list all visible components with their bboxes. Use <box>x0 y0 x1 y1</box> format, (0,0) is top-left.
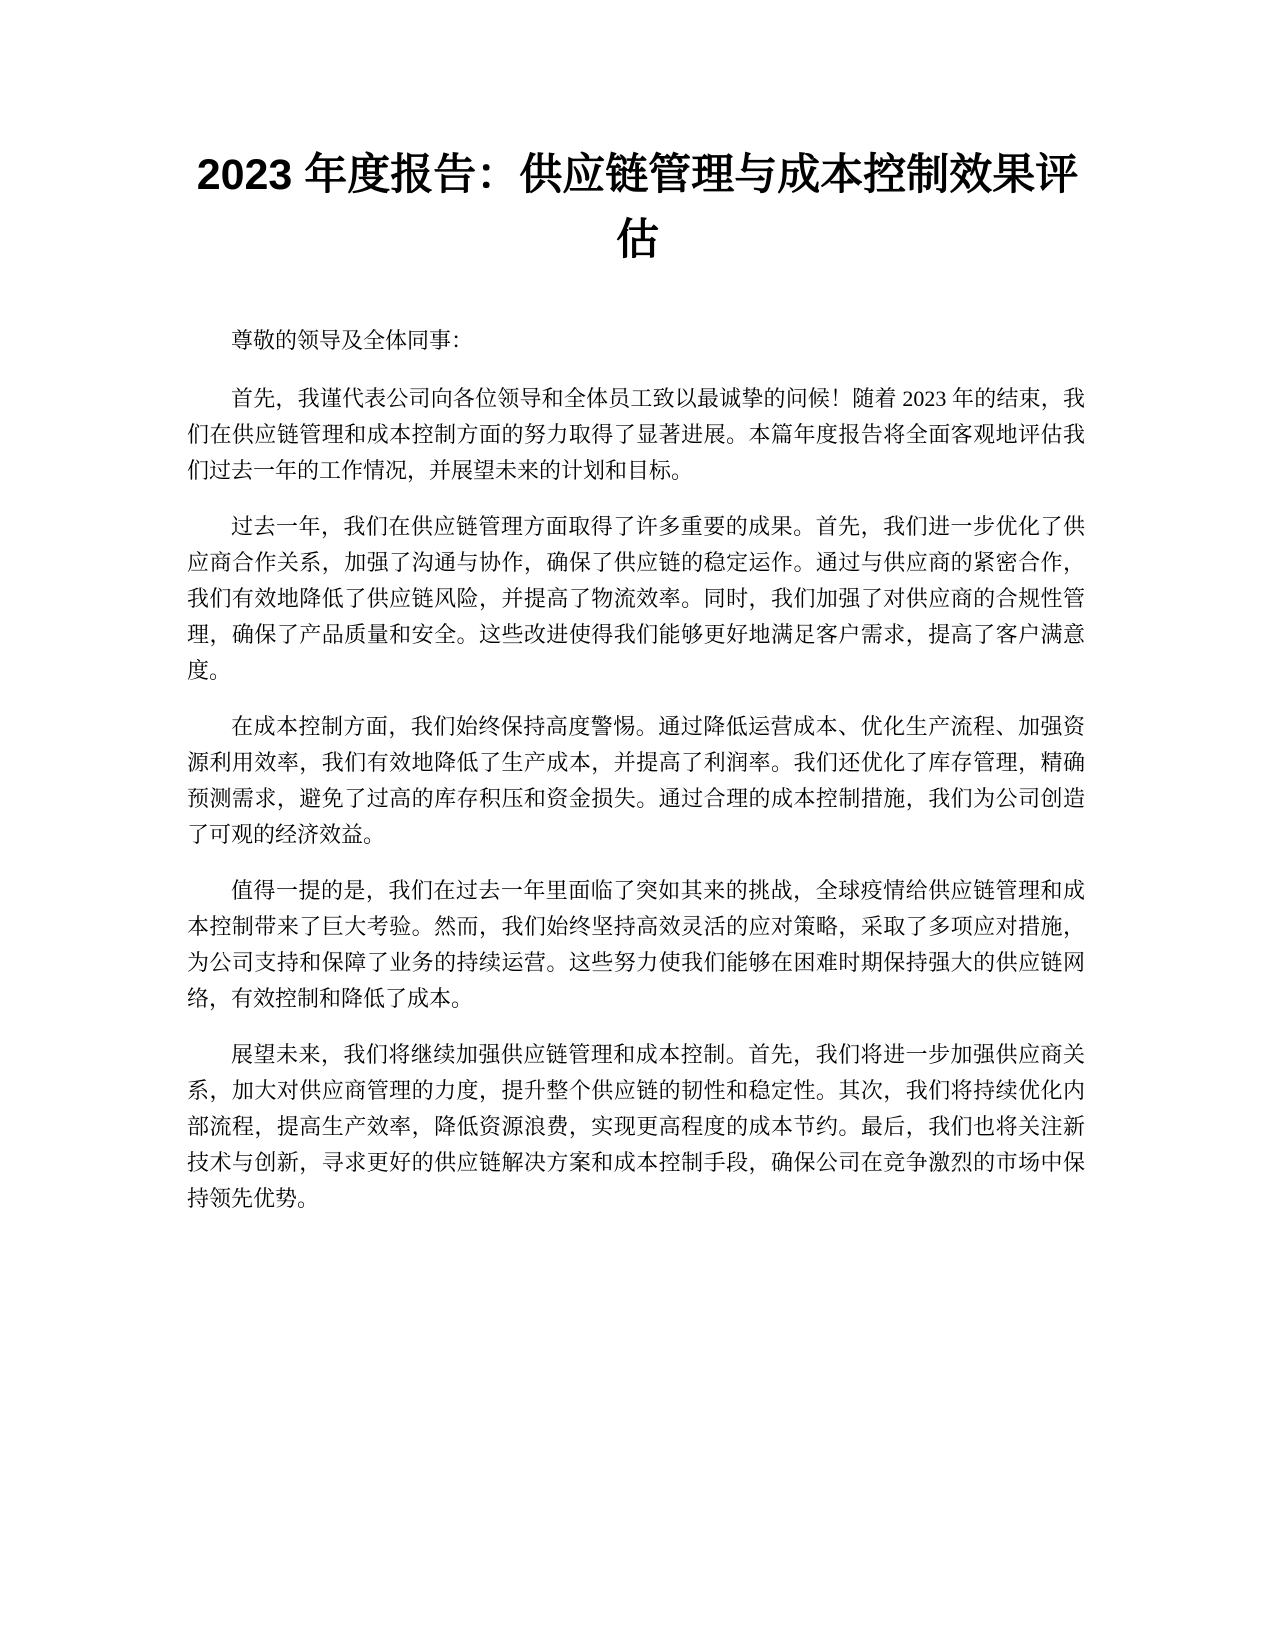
document-body <box>187 323 1085 1237</box>
paragraph-challenges: 值得一提的是，我们在过去一年里面临了突如其来的挑战，全球疫情给供应链管理和成本控制带来了巨大考验。然而，我们始终坚持高效灵活的应对策略，采取了多项应对措施，为公司支持和保障了业务的持续运营。这些努力使我们能够在困难时期保持强大的供应链网络，有效控制和降低了成本。 <box>187 878 1085 1011</box>
paragraph-introduction: 首先，我谨代表公司向各位领导和全体员工致以最诚挚的问候！随着 2023 年的结束，我们在供应链管理和成本控制方面的努力取得了显著进展。本篇年度报告将全面客观地评估我们过去一年的工作情况，并展望未来的计划和目标。 <box>187 386 1085 483</box>
paragraph-outlook: 展望未来，我们将继续加强供应链管理和成本控制。首先，我们将进一步加强供应商关系，加大对供应商管理的力度，提升整个供应链的韧性和稳定性。其次，我们将持续优化内部流程，提高生产效率，降低资源浪费，实现更高程度的成本节约。最后，我们也将关注新技术与创新，寻求更好的供应链解决方案和成本控制手段，确保公司在竞争激烈的市场中保持领先优势。 <box>187 1042 1085 1211</box>
document-title: 2023 年度报告：供应链管理与成本控制效果评估 <box>196 151 1079 264</box>
paragraph-supply-chain: 过去一年，我们在供应链管理方面取得了许多重要的成果。首先，我们进一步优化了供应商合作关系，加强了沟通与协作，确保了供应链的稳定运作。通过与供应商的紧密合作，我们有效地降低了供应链风险，并提高了物流效率。同时，我们加强了对供应商的合规性管理，确保了产品质量和安全。这些改进使得我们能够更好地满足客户需求，提高了客户满意度。 <box>187 514 1085 683</box>
greeting-line: 尊敬的领导及全体同事： <box>231 328 474 353</box>
paragraph-cost-control: 在成本控制方面，我们始终保持高度警惕。通过降低运营成本、优化生产流程、加强资源利用效率，我们有效地降低了生产成本，并提高了利润率。我们还优化了库存管理，精确预测需求，避免了过高的库存积压和资金损失。通过合理的成本控制措施，我们为公司创造了可观的经济效益。 <box>187 714 1085 847</box>
